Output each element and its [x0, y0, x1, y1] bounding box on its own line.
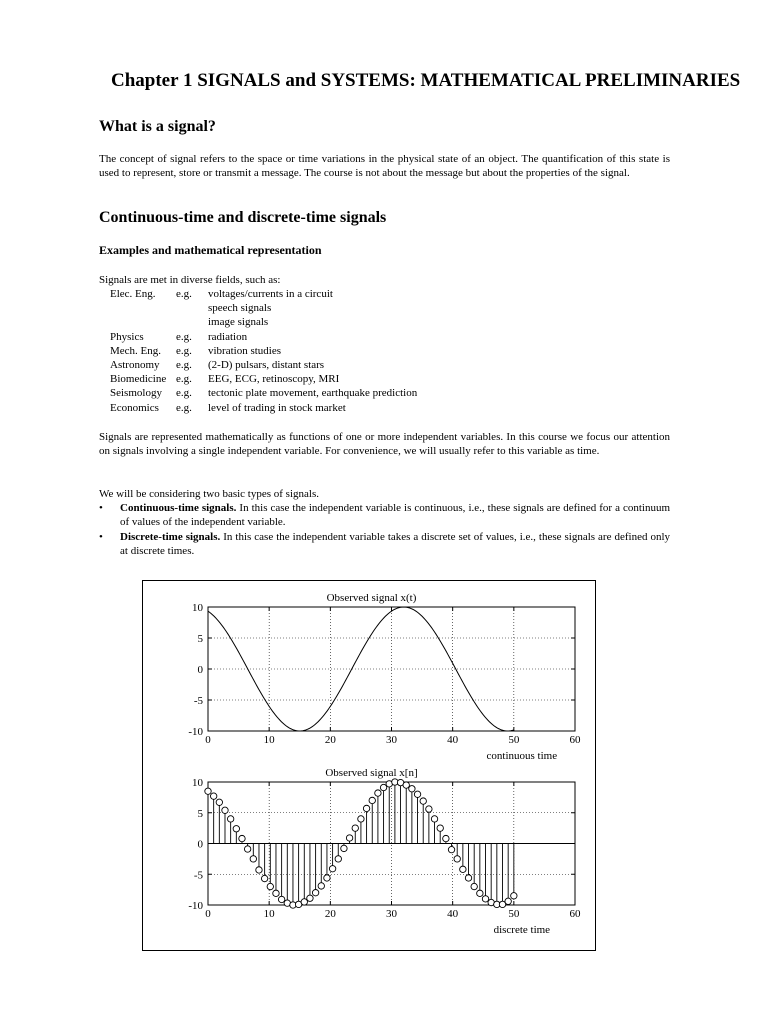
stem-marker	[261, 875, 267, 881]
bullet-icon: •	[99, 502, 103, 514]
field-example: tectonic plate movement, earthquake prediction	[208, 387, 418, 400]
x-tick-label: 60	[569, 908, 581, 920]
field-row	[99, 287, 417, 301]
stem-marker	[409, 786, 415, 792]
stem-marker	[431, 816, 437, 822]
x-tick-label: 30	[386, 734, 397, 746]
stem-marker	[482, 896, 488, 902]
field-eg	[176, 301, 208, 315]
stem-marker	[414, 791, 420, 797]
signal-plots	[143, 581, 595, 950]
stem-marker	[437, 825, 443, 831]
subheading-examples: Examples and mathematical representation	[99, 243, 322, 257]
x-axis-label: discrete time	[493, 924, 551, 936]
field-field: Economics	[110, 401, 159, 414]
stem-marker	[420, 798, 426, 804]
y-tick-label: 10	[192, 602, 203, 614]
field-eg: e.g.	[176, 288, 192, 300]
stem-marker	[301, 899, 307, 905]
field-field: Mech. Eng.	[110, 344, 162, 357]
representation-paragraph: Signals are represented mathematically as functions of one or more independent variables. In this course we focus our attention on signals involving a single independent variable. For convenience, we will usually refer to this variable as time.	[99, 431, 670, 457]
bullet-continuous	[99, 501, 670, 529]
y-tick-label: -10	[188, 900, 203, 912]
x-tick-label: 0	[205, 908, 211, 920]
stem-marker	[380, 784, 386, 790]
stem-marker	[278, 896, 284, 902]
x-tick-label: 10	[263, 734, 275, 746]
stem-marker	[216, 799, 222, 805]
x-tick-label: 30	[386, 908, 397, 920]
x-tick-label: 50	[508, 908, 520, 920]
stem-marker	[471, 883, 477, 889]
stem-marker	[267, 883, 273, 889]
bullet-icon: •	[99, 531, 103, 543]
stem-marker	[222, 807, 228, 813]
y-tick-label: -5	[193, 695, 203, 707]
field-row	[99, 401, 417, 415]
y-tick-label: 0	[197, 664, 203, 676]
bullet-text: In this case the independent variable takes a discrete set of values, i.e., these signals are defined only at discrete times.	[120, 531, 671, 557]
x-axis-label: continuous time	[486, 750, 558, 762]
types-intro: We will be considering two basic types of signals.	[99, 488, 319, 500]
field-example: (2-D) pulsars, distant stars	[208, 359, 325, 372]
field-field: Elec. Eng.	[110, 288, 156, 300]
field-example: level of trading in stock market	[208, 401, 346, 414]
y-tick-label: -5	[193, 869, 203, 882]
stem-marker	[205, 788, 211, 794]
field-field: Seismology	[110, 387, 162, 400]
x-tick-label: 0	[205, 734, 211, 746]
field-example: voltages/currents in a circuit	[208, 288, 333, 300]
stem-marker	[239, 835, 245, 841]
field-example: EEG, ECG, retinoscopy, MRI	[208, 373, 340, 386]
stem-marker	[426, 806, 432, 812]
bullet-text: In this case the independent variable is continuous, i.e., these signals are defined for a continuum of values of the independent variable.	[120, 502, 671, 528]
x-tick-label: 20	[324, 908, 336, 920]
stem-marker	[335, 856, 341, 862]
x-tick-label: 40	[447, 908, 459, 920]
field-eg: e.g.	[176, 387, 192, 400]
field-eg: e.g.	[176, 330, 192, 343]
stem-marker	[341, 845, 347, 851]
signal-definition-paragraph: The concept of signal refers to the space or time variations in the physical state of an object. The quantification of this state is used to represent, store or transmit a message. The course is not about the message but about the properties of the signal.	[99, 153, 670, 179]
stem-marker	[250, 856, 256, 862]
stem-marker	[233, 826, 239, 832]
field-eg	[176, 315, 208, 329]
field-row	[99, 330, 417, 344]
y-tick-label: 10	[192, 777, 203, 789]
fields-list	[99, 287, 417, 415]
x-tick-label: 10	[263, 908, 275, 920]
x-tick-label: 60	[569, 734, 581, 746]
stem-marker	[363, 805, 369, 811]
x-tick-label: 20	[324, 734, 336, 746]
section-heading-what-is-signal: What is a signal?	[99, 118, 216, 135]
stem-marker	[477, 890, 483, 896]
bullet-term: Continuous-time signals.	[120, 502, 237, 514]
field-field	[99, 301, 176, 315]
field-row	[99, 372, 417, 386]
stem-marker	[227, 816, 233, 822]
stem-marker	[307, 895, 313, 901]
stem-marker	[346, 835, 352, 841]
y-tick-label: -10	[188, 726, 203, 738]
stem-marker	[443, 835, 449, 841]
field-field: Astronomy	[110, 359, 160, 372]
field-row	[99, 344, 417, 358]
field-row	[99, 315, 417, 329]
page-title: Chapter 1 SIGNALS and SYSTEMS: MATHEMATICAL PRELIMINARIES	[111, 70, 741, 91]
field-row	[99, 301, 417, 315]
field-field: Physics	[110, 330, 144, 343]
y-tick-label: 5	[197, 807, 203, 820]
stem-marker	[318, 883, 324, 889]
stem-marker	[454, 856, 460, 862]
stem-marker	[329, 866, 335, 872]
y-tick-label: 5	[197, 633, 203, 645]
stem-marker	[369, 797, 375, 803]
field-eg: e.g.	[176, 344, 192, 357]
stem-marker	[352, 825, 358, 831]
bullet-term: Discrete-time signals.	[120, 531, 221, 543]
field-field	[99, 315, 176, 329]
field-eg: e.g.	[176, 359, 192, 372]
stem-marker	[375, 790, 381, 796]
stem-marker	[505, 898, 511, 904]
chart-title: Observed signal x[n]	[325, 767, 418, 779]
stem-marker	[358, 816, 364, 822]
field-example: vibration studies	[208, 344, 282, 357]
stem-marker	[460, 866, 466, 872]
stem-marker	[403, 782, 409, 788]
field-eg: e.g.	[176, 401, 192, 414]
field-row	[99, 386, 417, 400]
bullet-discrete	[99, 530, 670, 558]
signal-figure	[142, 580, 596, 951]
stem-marker	[448, 846, 454, 852]
stem-marker	[465, 875, 471, 881]
stem-marker	[324, 875, 330, 881]
field-example: speech signals	[208, 302, 272, 315]
stem-marker	[273, 890, 279, 896]
fields-intro: Signals are met in diverse fields, such as:	[99, 274, 281, 286]
field-example: radiation	[208, 330, 248, 343]
stem-marker	[256, 867, 262, 873]
stem-marker	[312, 890, 318, 896]
stem-marker	[511, 893, 517, 899]
field-row	[99, 358, 417, 372]
x-tick-label: 40	[447, 734, 459, 746]
stem-marker	[210, 793, 216, 799]
stem-marker	[244, 846, 250, 852]
field-example: image signals	[208, 316, 269, 329]
x-tick-label: 50	[508, 734, 520, 746]
field-field: Biomedicine	[110, 373, 167, 386]
field-eg: e.g.	[176, 373, 192, 386]
chart-title: Observed signal x(t)	[326, 592, 417, 604]
y-tick-label: 0	[197, 838, 203, 851]
section-heading-ct-dt: Continuous-time and discrete-time signals	[99, 209, 387, 226]
